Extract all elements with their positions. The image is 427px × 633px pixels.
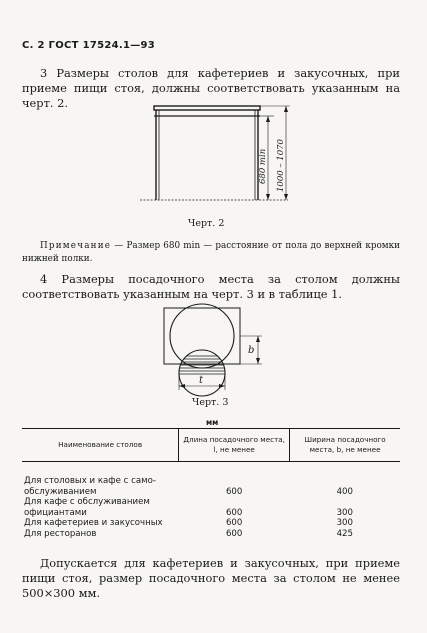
note-label: Примечание xyxy=(40,241,112,251)
figure-3-caption: Черт. 3 xyxy=(192,397,229,408)
row-length: 600 xyxy=(225,507,243,518)
row-length: 600 xyxy=(225,486,243,497)
figure-2-caption: Черт. 2 xyxy=(188,218,225,229)
figure-2-dim-range: 1000 – 1070 xyxy=(276,139,286,192)
row-name xyxy=(22,462,179,498)
note-text: — Размер 680 min — расстояние от пола до верхней кромки нижней полки. xyxy=(22,241,400,264)
figure-3-dim-b: b xyxy=(248,345,255,356)
figure-3-dim-t: t xyxy=(199,375,204,386)
section-3-text: 3 Размеры столов для кафетериев и закусочных, при приеме пищи стоя, должны соответствовать указанным на черт. 2. xyxy=(22,66,400,110)
table-header-row xyxy=(22,429,400,462)
row-name: Для ресторанов xyxy=(24,528,97,539)
figure-2-dim-min: 680 min xyxy=(258,148,268,184)
row-length: 600 xyxy=(225,528,243,539)
table-row xyxy=(22,462,400,498)
table-units: мм xyxy=(206,418,219,427)
figure-3-drawing xyxy=(162,300,272,395)
dimensions-table xyxy=(22,428,400,539)
header-seat-length: Длина посадочного места, l, не менее xyxy=(179,429,290,462)
row-name: Для кафетериев и закусочных xyxy=(24,518,163,528)
figure-2-note xyxy=(22,240,400,266)
row-name xyxy=(22,497,179,518)
row-length: 600 xyxy=(225,518,243,528)
table-row xyxy=(22,529,400,540)
row-width: 400 xyxy=(336,486,353,497)
figure-2-drawing xyxy=(140,96,300,216)
row-name-line-1: Для столовых и кафе с само- xyxy=(24,476,156,486)
table-row xyxy=(22,518,400,529)
section-4-text: 4 Размеры посадочного места за столом должны соответствовать указанным на черт. 3 и в таблице 1. xyxy=(22,272,400,301)
row-name-line-2: обслуживанием xyxy=(24,486,97,497)
footer-text: Допускается для кафетериев и закусочных, при приеме пищи стоя, размер посадочного места за столом не менее 500×300 мм. xyxy=(22,556,400,600)
table-row xyxy=(22,497,400,518)
header-table-name: Наименование столов xyxy=(22,429,179,462)
page-header: С. 2 ГОСТ 17524.1—93 xyxy=(22,40,156,51)
row-width: 425 xyxy=(336,528,353,539)
row-name-line-1: Для кафе с обслуживанием xyxy=(24,497,150,507)
row-width: 300 xyxy=(336,507,353,518)
row-width: 300 xyxy=(336,518,353,528)
row-name-line-2: официантами xyxy=(24,507,87,518)
header-seat-width: Ширина посадочного места, b, не менее xyxy=(290,429,400,462)
